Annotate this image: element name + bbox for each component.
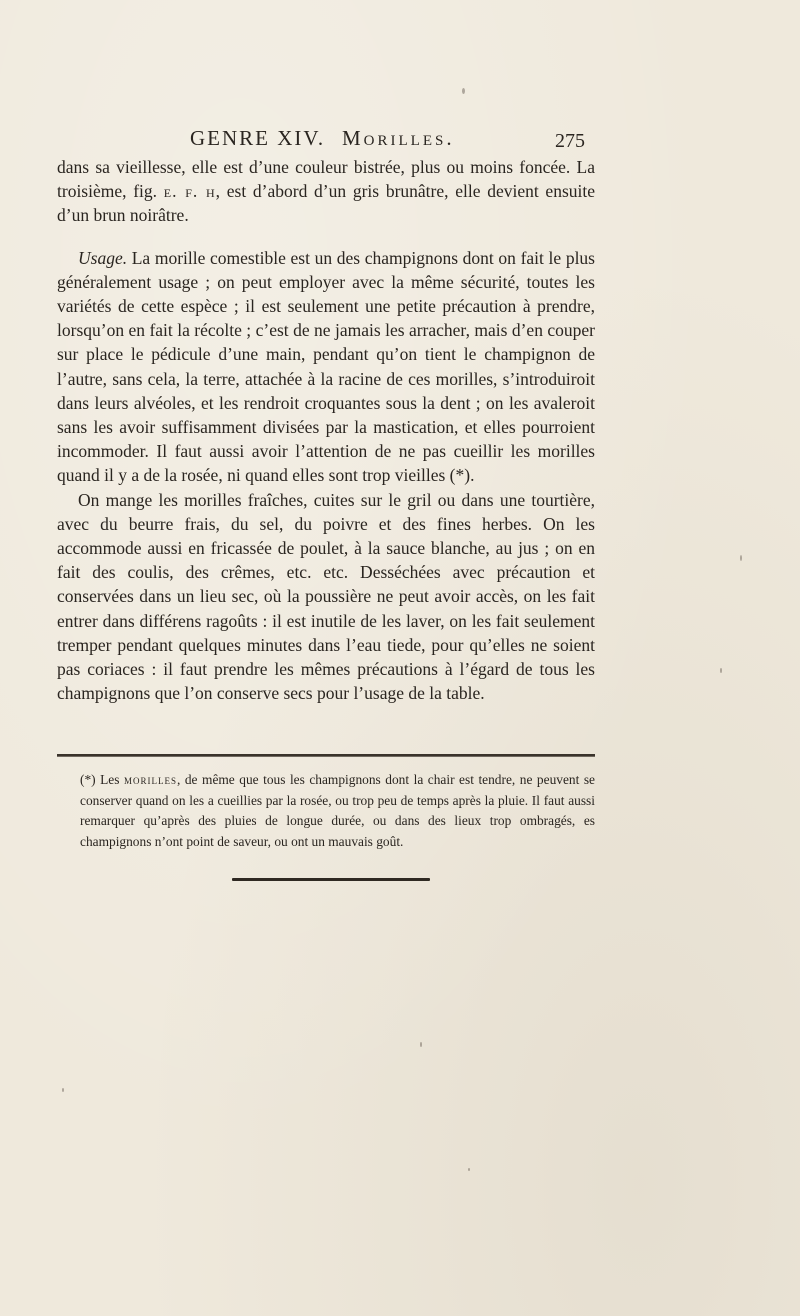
figure-reference: e. f. h (163, 181, 216, 202)
footnote-separator-rule (57, 754, 595, 757)
paragraph-preparation: On mange les morilles fraîches, cuites sur le gril ou dans une tourtière, avec du beurre frais, du sel, du poivre et des fines herbes. On les accommode aussi en fricassée de poulet, à la sauce blanche, au jus ; on en fait des coulis, des crêmes, etc. etc. Desséchées avec précaution et conservées dans un lieu sec, où la poussière ne peut avoir accès, on les fait entrer dans différens ragoûts : il est inutile de les laver, on les fait seulement tremper pendant quelques minutes dans l’eau tiede, pour qu’elles ne soient pas coriaces : il faut prendre les mêmes précautions à l’égard de tous les champignons que l’on conserve secs pour l’usage de la table. (57, 489, 595, 704)
paragraph-usage (57, 246, 595, 488)
paragraph-description-start: dans sa vieillesse, elle est d’une couleur bistrée, plus ou moins foncée. La troisième, fig. (57, 157, 595, 202)
paragraph-usage-text: La morille comestible est un des champignons dont on fait le plus généralement usage ; on peut employer avec la même sécurité, toutes les variétés de cette espèce ; il est seulement une petite précaution à prendre, lorsqu’on en fait la récolte ; c’est de ne jamais les arracher, mais d’en couper sur place le pédicule d’une main, pendant qu’on tient le champignon de l’autre, sans cela, la terre, attachée à la racine de ces morilles, s’introduiroit dans leurs alvéoles, et les rendroit croquantes sous la dent ; on les avaleroit sans les avoir suffisamment divisées par la mastication, et elles pourroient incommoder. Il faut aussi avoir l’attention de ne pas cueillir les morilles quand il y a de la rosée, ni quand elles sont trop vieilles (*). (57, 247, 595, 486)
footnote (80, 770, 595, 852)
footnote-marker: (*) Les (80, 772, 124, 787)
page-number: 275 (555, 130, 585, 152)
paper-speck (740, 555, 742, 561)
paragraph-description (57, 155, 595, 228)
running-head-genre: GENRE XIV. (190, 126, 326, 150)
footnote-body: , de même que tous les champignons dont la chair est tendre, ne peuvent se conserver quand on les a cueillies par la rosée, ou trop peu de temps après la pluie. Il faut aussi remarquer qu’après des pluies de longue durée, ou dans des lieux trop ombragés, es champignons n’ont point de saveur, ou ont un mauvais goût. (80, 772, 595, 849)
paper-speck (62, 1088, 64, 1092)
usage-label: Usage. (78, 247, 128, 268)
paper-speck (468, 1168, 470, 1171)
running-head-title: Morilles. (342, 126, 455, 150)
paper-speck (720, 668, 722, 673)
main-text (57, 155, 595, 705)
footnote-text (80, 770, 595, 852)
paper-speck (462, 88, 465, 94)
running-head (190, 126, 600, 156)
paper-speck (420, 1042, 422, 1047)
footnote-term: morilles (124, 772, 177, 787)
paragraph-description-end: , est d’abord d’un gris brunâtre, elle devient ensuite d’un brun noirâtre. (57, 181, 596, 226)
end-rule (232, 878, 430, 881)
